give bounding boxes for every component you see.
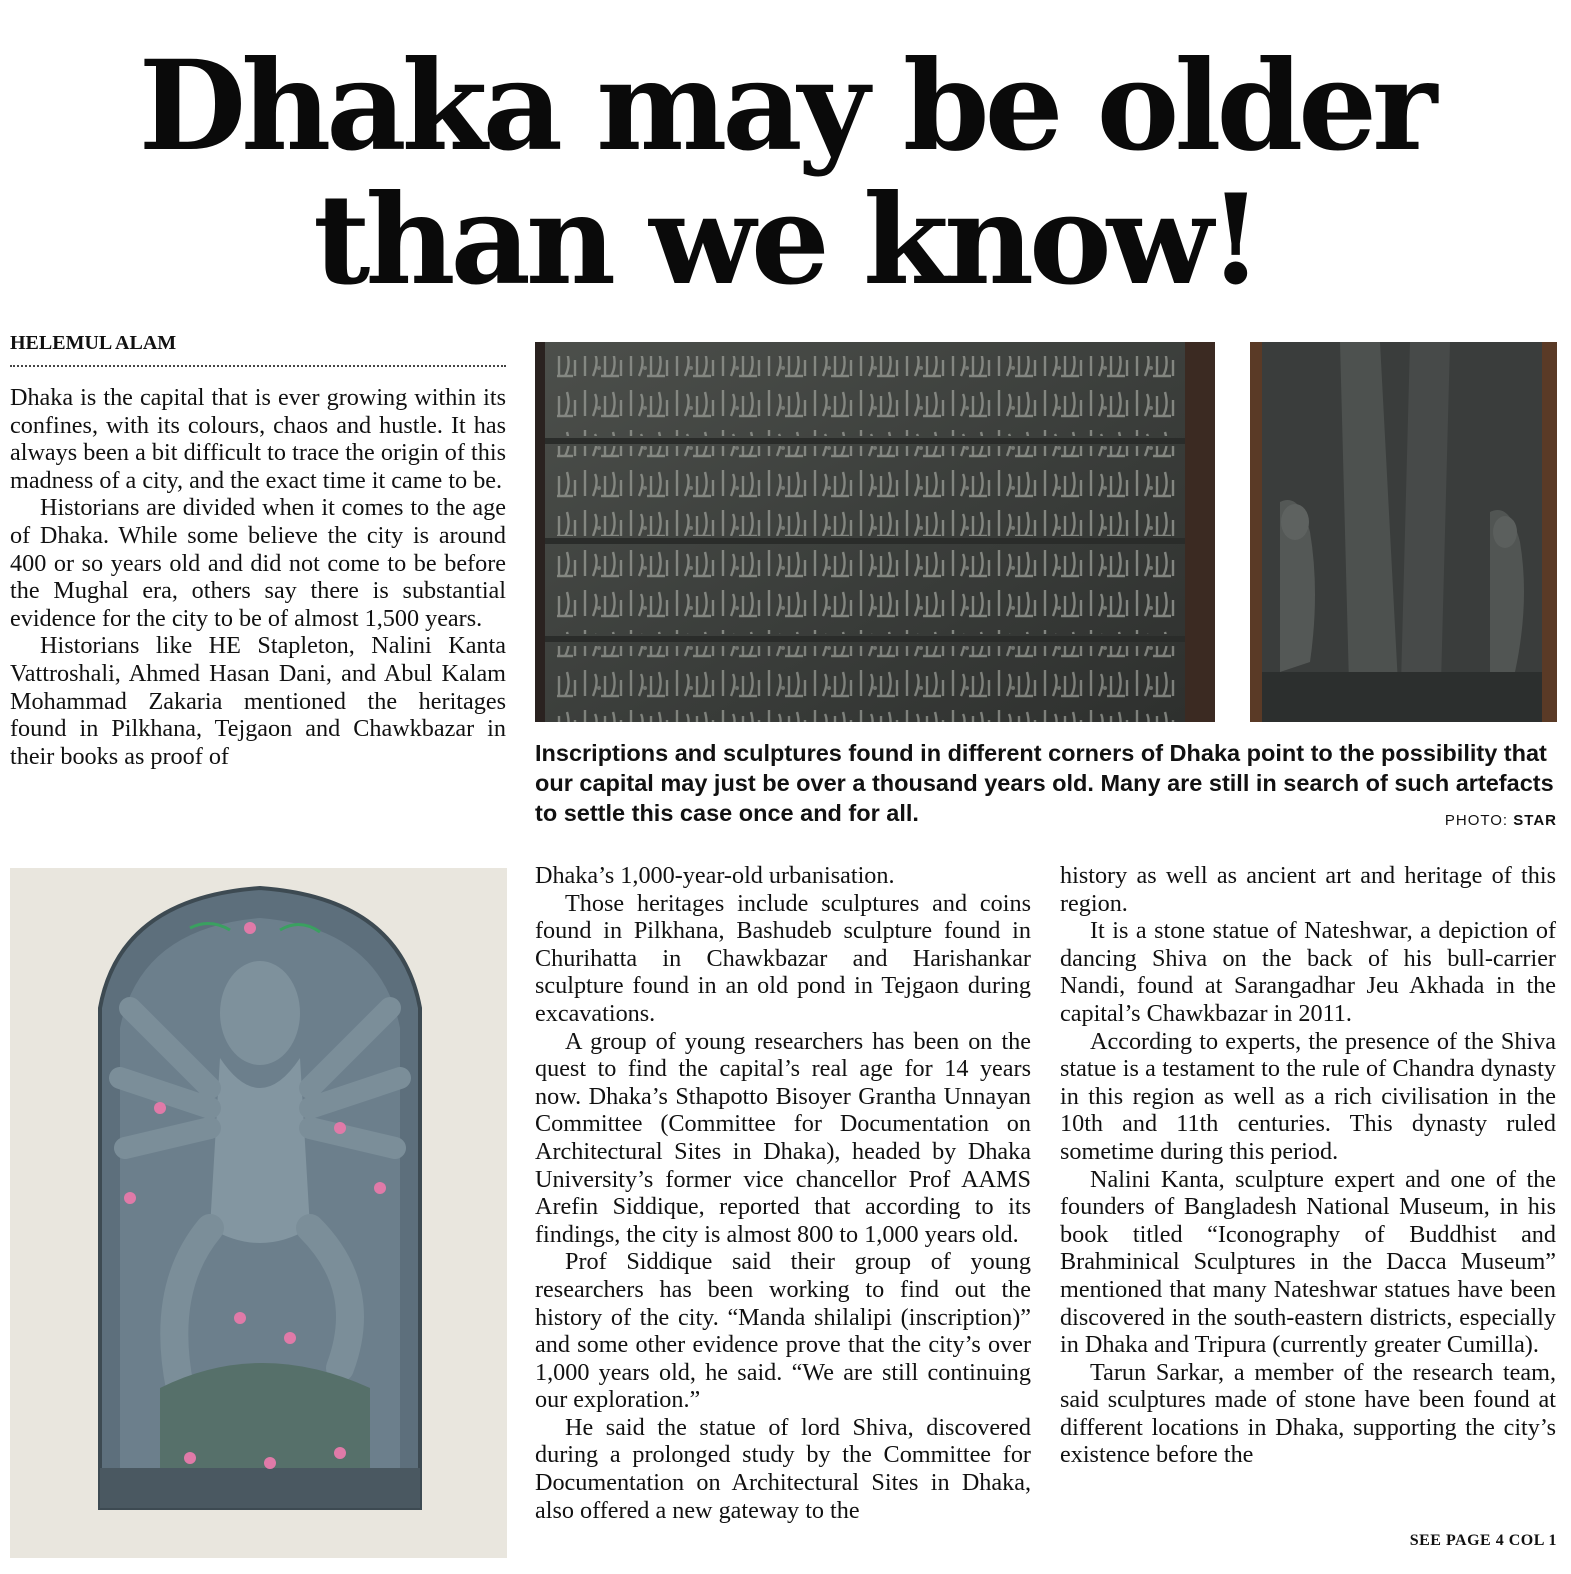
byline: HELEMUL ALAM	[10, 332, 506, 367]
paragraph: According to experts, the presence of the Shiva statue is a testament to the rule of Chandra dynasty in this region as well as a rich civilisation in the 10th and 11th centuries. This dynasty ruled sometime during this period.	[1060, 1027, 1556, 1165]
photo-credit-label: PHOTO:	[1444, 812, 1509, 829]
photo-caption: Inscriptions and sculptures found in different corners of Dhaka point to the possibility that our capital may just be over a thousand years old. Many are still in search of such artefacts to settle this case once and for all.	[535, 740, 1554, 826]
paragraph: He said the statue of lord Shiva, discovered during a prolonged study by the Committee for Documentation on Architectural Sites in Dhaka, also offered a new gateway to the	[535, 1413, 1031, 1524]
headline	[0, 34, 1571, 313]
paragraph: Nalini Kanta, sculpture expert and one of the founders of Bangladesh National Museum, in his book titled “Iconography of Buddhist and Brahminical Sculptures in the Dacca Museum” mentioned that many Nateshwar statues have been discovered in the south-eastern districts, especially in Dhaka and Tripura (currently greater Cumilla).	[1060, 1165, 1556, 1359]
paragraph: Those heritages include sculptures and coins found in Pilkhana, Bashudeb sculpture found in Churihatta in Chawkbazar and Harishankar sculpture found in an old pond in Tejgaon during excavations.	[535, 889, 1031, 1027]
headline-line-2: than we know!	[313, 168, 1258, 313]
article-column-1	[10, 384, 506, 832]
photo-credit-source: STAR	[1513, 812, 1557, 829]
photo-credit	[1445, 812, 1557, 829]
paragraph: It is a stone statue of Nateshwar, a depiction of dancing Shiva on the back of his bull-carrier Nandi, found at Sarangadhar Jeu Akhada in the capital’s Chawkbazar in 2011.	[1060, 917, 1556, 1027]
paragraph: Historians are divided when it comes to the age of Dhaka. While some believe the city is around 400 or so years old and did not come to be before the Mughal era, others say there is substantial evidence for the city to be of almost 1,500 years.	[10, 494, 506, 632]
paragraph: A group of young researchers has been on the quest to find the capital’s real age for 14 years now. Dhaka’s Sthapotto Bisoyer Grantha Unnayan Committee (Committee for Documentation on Architectural Sites in Dhaka), headed by Dhaka University’s former vice chancellor Prof AAMS Arefin Siddique, reported that according to its findings, the city is almost 800 to 1,000 years old.	[535, 1027, 1031, 1248]
paragraph: Prof Siddique said their group of young researchers has been working to find out the history of the city. “Manda shilalipi (inscription)” and some other evidence prove that the city’s over 1,000 years old, he said. “We are still continuing our exploration.”	[535, 1248, 1031, 1414]
inscription-stone-photo	[535, 342, 1215, 722]
paragraph: Tarun Sarkar, a member of the research team, said sculptures made of stone have been found at different locations in Dhaka, supporting the city’s existence before the	[1060, 1358, 1556, 1469]
paragraph: history as well as ancient art and heritage of this region.	[1060, 862, 1556, 917]
nateshwar-statue-icon	[10, 868, 507, 1558]
article-column-3	[1060, 862, 1556, 1530]
paragraph: Historians like HE Stapleton, Nalini Kanta Vattroshali, Ahmed Hasan Dani, and Abul Kalam Mohammad Zakaria mentioned the heritages found in Pilkhana, Tejgaon and Chawkbazar in their books as proof of	[10, 632, 506, 770]
sculpture-fragment-icon	[1250, 342, 1557, 722]
paragraph: Dhaka’s 1,000-year-old urbanisation.	[535, 862, 895, 889]
inscription-stone-icon	[535, 342, 1215, 722]
paragraph: Dhaka is the capital that is ever growing within its confines, with its colours, chaos and hustle. It has always been a bit difficult to trace the origin of this madness of a city, and the exact time it came to be.	[10, 384, 506, 494]
jump-line[interactable]: SEE PAGE 4 COL 1	[1409, 1532, 1557, 1549]
headline-line-1: Dhaka may be older	[138, 34, 1433, 179]
article-column-2	[535, 862, 1031, 1562]
nateshwar-statue-photo	[10, 868, 507, 1558]
sculpture-fragment-photo	[1250, 342, 1557, 722]
